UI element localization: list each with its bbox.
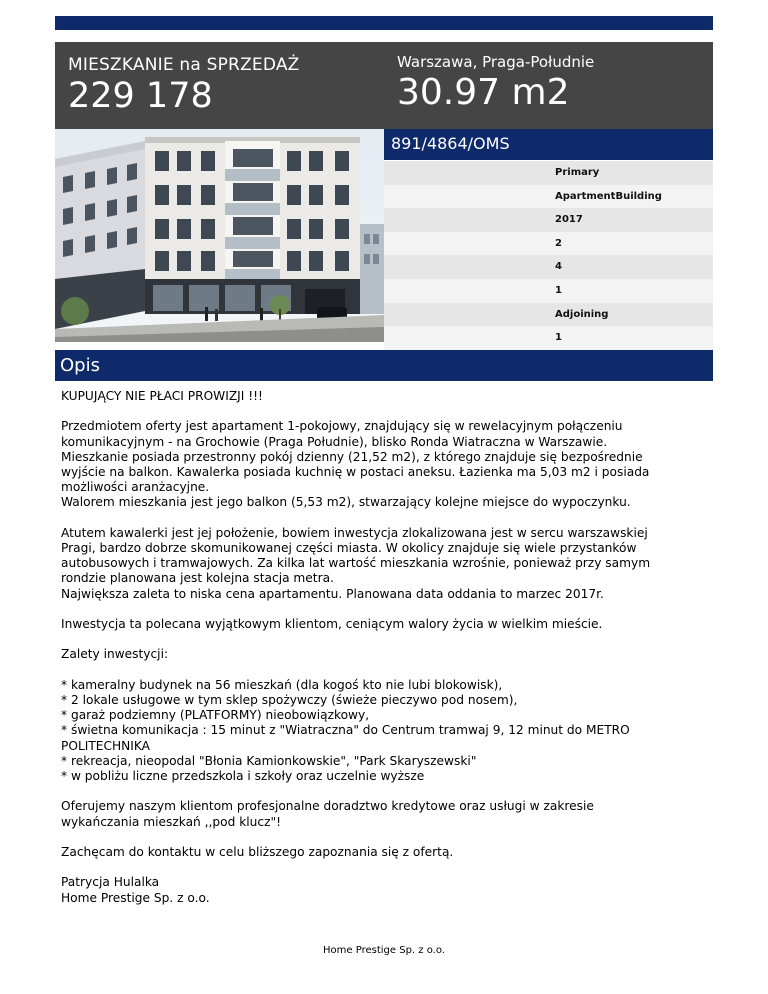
building-photo — [55, 129, 384, 342]
text-line: Walorem mieszkania jest jego balkon (5,53 m2), stwarzający kolejne miejsce do wypoczynku. — [61, 495, 631, 510]
attribute-value: 4 — [555, 261, 562, 273]
paragraph — [61, 526, 711, 602]
paragraph — [61, 875, 711, 905]
text-line: * w pobliżu liczne przedszkola i szkoły oraz uczelnie wyższe — [61, 769, 425, 783]
section-title: Opis — [60, 355, 100, 376]
text-line: Patrycja Hulalka — [61, 875, 160, 890]
text-line: Inwestycja ta polecana wyjątkowym klientom, ceniącym walory życia w wielkim mieście. — [61, 617, 603, 631]
text-line: * świetna komunikacja : 15 minut z "Wiatraczna" do Centrum tramwaj 9, 12 minut do METRO — [61, 723, 630, 738]
attribute-row — [384, 232, 713, 256]
attribute-row — [384, 279, 713, 303]
attribute-row — [384, 161, 713, 185]
text-line: Atutem kawalerki jest jej położenie, bowiem inwestycja zlokalizowana jest w sercu warszawskiej — [61, 525, 648, 540]
listing-price: 229 178 — [68, 76, 213, 116]
attribute-row — [384, 185, 713, 209]
attribute-value: 1 — [555, 332, 562, 344]
text-line: możliwości aranżacyjne. — [61, 480, 210, 495]
listing-area: 30.97 m2 — [397, 72, 570, 113]
text-line: Największa zaleta to niska cena apartamentu. Planowana data oddania to marzec 2017r. — [61, 586, 604, 601]
text-line: Pragi, bardzo dobrze skomunikowanej części miasta. W okolicy znajduje się wiele przystanków — [61, 541, 637, 555]
text-line: Home Prestige Sp. z o.o. — [61, 890, 210, 905]
text-line: komunikacyjnym - na Grochowie (Praga Południe), blisko Ronda Wiatraczna w Warszawie. — [61, 434, 608, 449]
paragraph — [61, 617, 711, 632]
text-line: POLITECHNIKA — [61, 738, 150, 753]
attribute-row — [384, 303, 713, 327]
attribute-value: Primary — [555, 167, 600, 178]
listing-id-bar — [384, 129, 713, 160]
attribute-row — [384, 326, 713, 350]
text-line: Zachęcam do kontaktu w celu bliższego zapoznania się z ofertą. — [61, 844, 454, 859]
attribute-value: 1 — [555, 284, 562, 296]
attribute-value: 2017 — [555, 214, 583, 226]
listing-id: 891/4864/OMS — [391, 134, 510, 153]
paragraph — [61, 389, 711, 404]
attribute-row — [384, 208, 713, 232]
text-line: * rekreacja, nieopodal "Błonia Kamionkowskie", "Park Skaryszewski" — [61, 753, 477, 768]
paragraph — [61, 419, 711, 510]
text-line: Przedmiotem oferty jest apartament 1-pokojowy, znajdujący się w rewelacyjnym połączeniu — [61, 419, 623, 434]
text-line: * kameralny budynek na 56 mieszkań (dla kogoś kto nie lubi blokowisk), — [61, 677, 503, 692]
attribute-row — [384, 255, 713, 279]
attribute-value: ApartmentBuilding — [555, 190, 662, 202]
text-line: wykańczania mieszkań ,,pod klucz"! — [61, 814, 281, 829]
paragraph — [61, 678, 711, 784]
text-line: Mieszkanie posiada przestronny pokój dzienny (21,52 m2), z którego znajduje się bezpośrednie — [61, 449, 643, 464]
listing-type: MIESZKANIE na SPRZEDAŻ — [68, 55, 300, 75]
page-footer: Home Prestige Sp. z o.o. — [323, 945, 445, 956]
paragraph — [61, 845, 711, 860]
attribute-value: 2 — [555, 237, 562, 249]
text-line: Zalety inwestycji: — [61, 647, 169, 662]
paragraph — [61, 799, 711, 829]
attribute-value: Adjoining — [555, 308, 609, 320]
listing-header — [55, 42, 713, 129]
text-line: wyjście na balkon. Kawalerka posiada kuchnię w postaci aneksu. Łazienka ma 5,03 m2 i posiada — [61, 465, 650, 479]
text-line: rondzie planowana jest kolejna stacja metra. — [61, 571, 334, 586]
listing-location: Warszawa, Praga-Południe — [397, 53, 595, 71]
top-accent-bar — [55, 16, 713, 30]
text-line: autobusowych i tramwajowych. Za kilka lat wartość mieszkania wzrośnie, ponieważ przy samym — [61, 556, 651, 571]
description-header — [55, 350, 713, 381]
text-line: * 2 lokale usługowe w tym sklep spożywczy (świeże pieczywo pod nosem), — [61, 692, 518, 707]
text-line: KUPUJĄCY NIE PŁACI PROWIZJI !!! — [61, 389, 263, 403]
paragraph — [61, 647, 711, 662]
text-line: * garaż podziemny (PLATFORMY) nieobowiązkowy, — [61, 708, 370, 723]
text-line: Oferujemy naszym klientom profesjonalne doradztwo kredytowe oraz usługi w zakresie — [61, 799, 594, 814]
description-body — [61, 389, 711, 921]
attributes-table — [384, 161, 713, 350]
